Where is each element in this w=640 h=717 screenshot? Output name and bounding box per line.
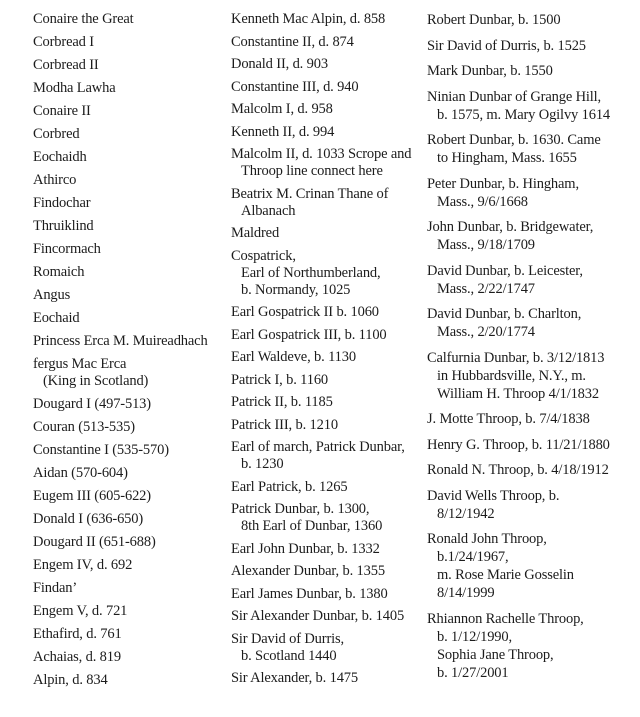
lineage-entry [33, 333, 229, 350]
lineage-line-continuation: Earl of Northumberland, [241, 264, 381, 281]
lineage-entry [33, 465, 229, 482]
lineage-entry [33, 626, 229, 643]
lineage-entry [33, 241, 229, 258]
lineage-entry [427, 37, 637, 55]
lineage-line: Ronald N. Throop, b. 4/18/1912 [427, 462, 609, 478]
lineage-line: Sir David of Durris, [231, 630, 344, 647]
lineage-entry [231, 439, 425, 473]
lineage-entry [33, 442, 229, 459]
lineage-line: Earl James Dunbar, b. 1380 [231, 585, 388, 602]
lineage-entry [33, 356, 229, 390]
lineage-line: Kenneth Mac Alpin, d. 858 [231, 11, 386, 27]
lineage-entry [427, 530, 637, 602]
lineage-line-continuation: b. Normandy, 1025 [241, 281, 351, 298]
lineage-line: Couran (513-535) [33, 419, 135, 435]
lineage-line: Patrick Dunbar, b. 1300, [231, 501, 370, 517]
lineage-line: Robert Dunbar, b. 1500 [427, 12, 561, 28]
lineage-line: Kenneth II, d. 994 [231, 123, 335, 140]
lineage-entry [33, 264, 229, 281]
lineage-line: David Dunbar, b. Charlton, [427, 306, 582, 322]
lineage-entry [231, 563, 425, 580]
lineage-line: Angus [33, 287, 71, 303]
lineage-line: J. Motte Throop, b. 7/4/1838 [427, 411, 590, 427]
lineage-line: Alexander Dunbar, b. 1355 [231, 563, 385, 579]
lineage-entry [33, 172, 229, 189]
lineage-entry [231, 79, 425, 96]
lineage-line: David Wells Throop, b. [427, 487, 560, 504]
lineage-line: Achaias, d. 819 [33, 649, 121, 665]
lineage-line-continuation: b. 1/27/2001 [437, 664, 509, 681]
lineage-line: Corbread I [33, 34, 94, 50]
lineage-line: Constantine III, d. 940 [231, 78, 359, 95]
lineage-entry [231, 349, 425, 366]
lineage-entry [231, 394, 425, 411]
lineage-column-left [33, 11, 229, 695]
lineage-line-continuation: William H. Throop 4/1/1832 [437, 385, 599, 402]
lineage-entry [427, 62, 637, 80]
lineage-entry [427, 262, 637, 298]
lineage-entry [33, 488, 229, 505]
lineage-line: Constantine I (535-570) [33, 442, 169, 458]
lineage-line-continuation: Mass., 9/6/1668 [437, 193, 528, 210]
lineage-line: Calfurnia Dunbar, b. 3/12/1813 [427, 349, 605, 366]
lineage-line: Modha Lawha [33, 80, 116, 96]
lineage-line: Cospatrick, [231, 247, 296, 264]
lineage-line-continuation: b.1/24/1967, [437, 549, 509, 565]
lineage-line: Sir Alexander, b. 1475 [231, 670, 359, 686]
lineage-line: Earl Patrick, b. 1265 [231, 478, 348, 495]
lineage-entry [427, 218, 637, 254]
lineage-line-continuation: b. 1575, m. Mary Ogilvy 1614 [437, 106, 611, 123]
lineage-line-continuation: (King in Scotland) [43, 373, 149, 389]
lineage-line: John Dunbar, b. Bridgewater, [427, 219, 594, 235]
lineage-line-continuation: 8/12/1942 [437, 505, 495, 522]
lineage-line: Conaire the Great [33, 11, 134, 27]
lineage-line: Dougard I (497-513) [33, 396, 151, 412]
lineage-line-continuation: 8th Earl of Dunbar, 1360 [241, 518, 383, 534]
lineage-line-continuation: b. Scotland 1440 [241, 647, 337, 664]
lineage-entry [231, 304, 425, 321]
lineage-entry [231, 586, 425, 603]
lineage-entry [33, 195, 229, 212]
lineage-line: Corbred [33, 126, 80, 142]
lineage-line-continuation: Throop line connect here [241, 163, 383, 179]
lineage-entry [231, 479, 425, 496]
lineage-line: Constantine II, d. 874 [231, 33, 354, 50]
lineage-entry [427, 175, 637, 211]
lineage-line-continuation: Mass., 2/22/1747 [437, 280, 535, 297]
lineage-entry [33, 126, 229, 143]
lineage-line-continuation: in Hubbardsville, N.Y., m. [437, 367, 586, 384]
lineage-entry [231, 124, 425, 141]
lineage-line: Earl Waldeve, b. 1130 [231, 349, 356, 365]
lineage-line-continuation: Mass., 2/20/1774 [437, 324, 535, 340]
lineage-entry [33, 57, 229, 74]
lineage-line: Romaich [33, 264, 85, 280]
lineage-line: Sir Alexander Dunbar, b. 1405 [231, 608, 405, 624]
lineage-line: Aidan (570-604) [33, 465, 128, 481]
lineage-line: Maldred [231, 225, 280, 241]
lineage-entry [33, 287, 229, 304]
lineage-line-continuation: to Hingham, Mass. 1655 [437, 150, 577, 166]
lineage-entry [33, 149, 229, 166]
lineage-entry [231, 541, 425, 558]
lineage-line: Earl John Dunbar, b. 1332 [231, 540, 380, 557]
lineage-line: Patrick III, b. 1210 [231, 416, 338, 433]
lineage-line: Robert Dunbar, b. 1630. Came [427, 132, 601, 148]
lineage-entry [231, 101, 425, 118]
lineage-line: Ninian Dunbar of Grange Hill, [427, 88, 602, 105]
lineage-entry [427, 88, 637, 124]
lineage-entry [231, 56, 425, 73]
lineage-line: Malcolm II, d. 1033 Scrope and [231, 146, 412, 162]
lineage-entry [33, 511, 229, 528]
lineage-line-continuation: b. 1230 [241, 456, 284, 472]
lineage-line: Princess Erca M. Muireadhach [33, 333, 208, 349]
lineage-line: Earl Gospatrick II b. 1060 [231, 304, 379, 320]
lineage-line: Engem V, d. 721 [33, 603, 128, 619]
lineage-line: Corbread II [33, 57, 99, 73]
lineage-line: Ronald John Throop, [427, 531, 547, 547]
lineage-column-right [427, 11, 637, 689]
lineage-line: Findochar [33, 195, 91, 211]
lineage-line: Findan’ [33, 580, 78, 596]
lineage-entry [427, 436, 637, 454]
lineage-entry [33, 419, 229, 436]
lineage-column-middle [231, 11, 425, 693]
lineage-entry [231, 670, 425, 687]
lineage-line: Alpin, d. 834 [33, 672, 108, 688]
lineage-entry [33, 218, 229, 235]
lineage-entry [231, 417, 425, 434]
lineage-entry [231, 608, 425, 625]
lineage-entry [231, 631, 425, 665]
lineage-entry [231, 34, 425, 51]
lineage-entry [231, 372, 425, 389]
lineage-line-continuation: b. 1/12/1990, [437, 628, 512, 645]
lineage-entry [33, 80, 229, 97]
lineage-line: Athirco [33, 172, 77, 188]
lineage-line: Conaire II [33, 103, 91, 119]
lineage-entry [33, 672, 229, 689]
lineage-line-continuation: 8/14/1999 [437, 585, 495, 601]
lineage-entry [427, 305, 637, 341]
lineage-line: Fincormach [33, 241, 101, 257]
lineage-line: Earl Gospatrick III, b. 1100 [231, 326, 387, 343]
lineage-entry [427, 410, 637, 428]
lineage-entry [427, 487, 637, 523]
lineage-entry [33, 310, 229, 327]
lineage-entry [33, 396, 229, 413]
lineage-entry [231, 225, 425, 242]
lineage-entry [231, 186, 425, 220]
lineage-line: Eochaidh [33, 149, 87, 165]
lineage-line: Peter Dunbar, b. Hingham, [427, 175, 579, 192]
lineage-entry [33, 11, 229, 28]
lineage-entry [33, 34, 229, 51]
lineage-line: Mark Dunbar, b. 1550 [427, 63, 553, 79]
lineage-line-continuation: Sophia Jane Throop, [437, 646, 554, 663]
lineage-entry [427, 131, 637, 167]
lineage-entry [231, 327, 425, 344]
lineage-line: Malcolm I, d. 958 [231, 101, 333, 117]
lineage-entry [427, 11, 637, 29]
lineage-entry [33, 580, 229, 597]
lineage-line: Donald II, d. 903 [231, 56, 328, 72]
lineage-entry [33, 103, 229, 120]
lineage-entry [33, 603, 229, 620]
lineage-line: Beatrix M. Crinan Thane of [231, 185, 389, 202]
lineage-line: Rhiannon Rachelle Throop, [427, 610, 584, 627]
lineage-line: Henry G. Throop, b. 11/21/1880 [427, 436, 610, 453]
lineage-entry [427, 349, 637, 403]
lineage-line: Patrick I, b. 1160 [231, 371, 329, 388]
lineage-entry [33, 649, 229, 666]
lineage-line: Eugem III (605-622) [33, 488, 151, 504]
lineage-line: Earl of march, Patrick Dunbar, [231, 439, 405, 455]
lineage-line: Thruiklind [33, 218, 94, 234]
lineage-line: Sir David of Durris, b. 1525 [427, 37, 586, 54]
lineage-line: Patrick II, b. 1185 [231, 394, 333, 410]
lineage-line: Donald I (636-650) [33, 511, 144, 527]
lineage-line: Dougard II (651-688) [33, 534, 156, 550]
lineage-line: David Dunbar, b. Leicester, [427, 262, 583, 279]
lineage-entry [33, 557, 229, 574]
lineage-line-continuation: m. Rose Marie Gosselin [437, 567, 574, 583]
lineage-entry [33, 534, 229, 551]
lineage-entry [231, 248, 425, 299]
lineage-entry [427, 610, 637, 682]
lineage-entry [231, 146, 425, 180]
lineage-line-continuation: Albanach [241, 202, 296, 219]
lineage-entry [427, 461, 637, 479]
lineage-line: Ethafird, d. 761 [33, 626, 122, 642]
lineage-entry [231, 11, 425, 28]
lineage-line: fergus Mac Erca [33, 356, 127, 372]
lineage-line-continuation: Mass., 9/18/1709 [437, 237, 535, 253]
lineage-line: Eochaid [33, 310, 80, 326]
lineage-line: Engem IV, d. 692 [33, 557, 133, 573]
lineage-entry [231, 501, 425, 535]
